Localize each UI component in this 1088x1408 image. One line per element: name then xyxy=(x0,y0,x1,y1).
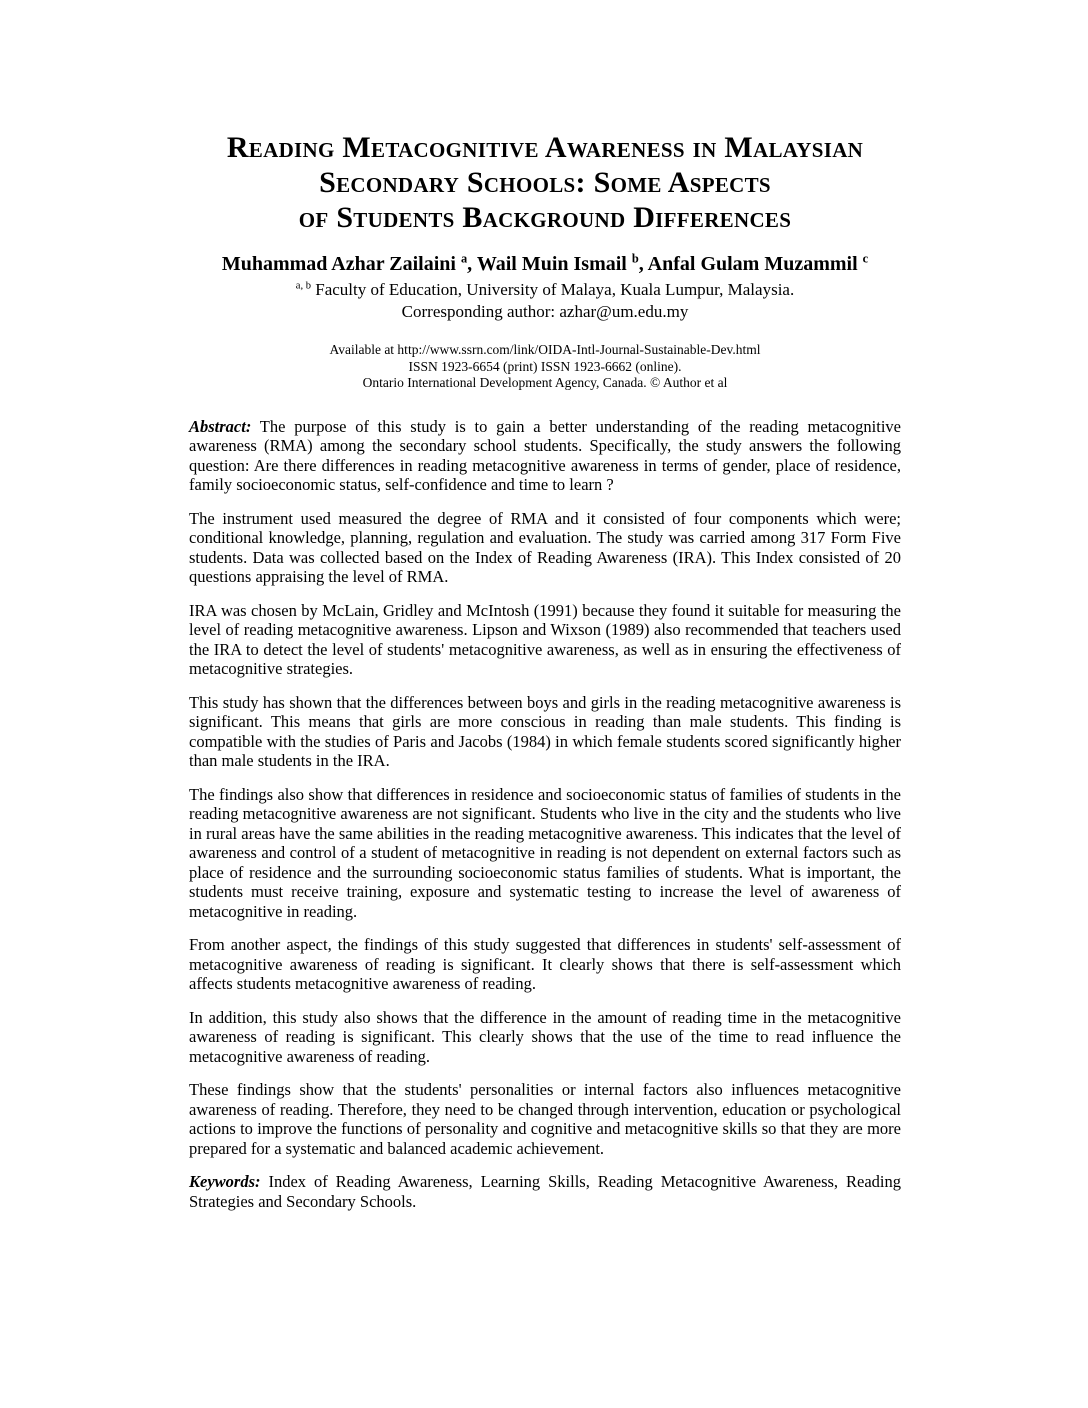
paragraph-text: This study has shown that the differences between boys and girls in the reading metacognitive awareness is significant. This means that girls are more conscious in reading than male students. This finding is compatible with the studies of Paris and Jacobs (1984) in which female students scored significantly higher than male students in the IRA. xyxy=(189,692,901,770)
author-name: Anfal Gulam Muzammil $^c$ xyxy=(647,251,869,275)
affiliation-superscript: a, b xyxy=(295,280,311,292)
title-line-2: Secondary Schools: Some Aspects xyxy=(319,166,771,199)
paragraph-text: From another aspect, the findings of this study suggested that differences in students' self-assessment of metacognitive awareness of reading is significant. It clearly shows that there is self-assessment which affects students metacognitive awareness of reading. xyxy=(189,935,901,993)
paragraph-label: Abstract: xyxy=(189,416,252,436)
paragraph-text: The findings also show that differences in residence and socioeconomic status of families of students in the reading metacognitive awareness are not significant. Students who live in the city and the students who live in rural areas have the same abilities in the reading metacognitive awareness. This indicates that the level of awareness and control of a student of metacognitive in reading is not dependent on external factors such as place of residence and the surrounding socioeconomic status families of students. What is important, the students must receive training, exposure and systematic testing to increase the level of awareness of metacognitive in reading. xyxy=(189,784,901,921)
publication-info xyxy=(189,342,901,392)
authors-line: Muhammad Azhar Zailaini $^a$, Wail Muin Ismail $^b$, Anfal Gulam Muzammil $^c$ xyxy=(221,251,869,275)
paper-title xyxy=(189,130,901,235)
title-line-3: of Students Background Differences xyxy=(298,201,792,234)
publication-availability-line: Available at http://www.ssrn.com/link/OIDA-Intl-Journal-Sustainable-Dev.html xyxy=(329,342,761,357)
paragraph-text: Index of Reading Awareness, Learning Skills, Reading Metacognitive Awareness, Reading Strategies and Secondary Schools. xyxy=(189,1172,901,1211)
paragraph xyxy=(189,1008,901,1067)
paragraph xyxy=(189,509,901,587)
publication-agency-line: Ontario International Development Agency, Canada. © Author et al xyxy=(362,375,728,390)
paragraph xyxy=(189,601,901,679)
corresponding-author-line: Corresponding author: azhar@um.edu.my xyxy=(401,302,689,321)
author-superscript: b xyxy=(631,251,639,266)
paragraph-label: Keywords: xyxy=(189,1172,261,1191)
author-superscript: c xyxy=(862,251,869,266)
paper-content xyxy=(189,130,901,1225)
author-name: Wail Muin Ismail $^b$ xyxy=(476,251,639,275)
affiliation-text: Faculty of Education, University of Malaya, Kuala Lumpur, Malaysia. xyxy=(310,280,795,299)
paragraph xyxy=(189,935,901,994)
paragraph-text: These findings show that the students' personalities or internal factors also influences metacognitive awareness of reading. Therefore, they need to be changed through intervention, education or psychological actions to improve the functions of personality and cognitive and metacognitive skills so that they are more prepared for a systematic and balanced academic achievement. xyxy=(189,1080,901,1158)
publication-issn-line: ISSN 1923-6654 (print) ISSN 1923-6662 (online). xyxy=(408,358,682,374)
abstract-body xyxy=(189,417,901,1212)
title-line-1: Reading Metacognitive Awareness in Malaysian xyxy=(226,131,864,164)
paragraph-text: IRA was chosen by McLain, Gridley and McIntosh (1991) because they found it suitable for measuring the level of reading metacognitive awareness. Lipson and Wixson (1989) also recommended that teachers used the IRA to detect the level of students' metacognitive awareness, as well as in ensuring the effectiveness of metacognitive strategies. xyxy=(189,600,901,678)
affiliation-line xyxy=(189,279,901,301)
author-superscript: a xyxy=(460,251,468,266)
paragraph xyxy=(189,1172,901,1211)
paragraph-text: The purpose of this study is to gain a better understanding of the reading metacognitive awareness (RMA) among the secondary school students. Specifically, the study answers the following question: Are there differences in reading metacognitive awareness in terms of gender, place of residence, family socioeconomic status, self-confidence and time to learn ? xyxy=(189,416,901,494)
paragraph-text: In addition, this study also shows that the difference in the amount of reading time in the metacognitive awareness of reading is significant. This clearly shows that the use of the time to read influence the metacognitive awareness of reading. xyxy=(189,1007,901,1066)
paragraph-text: The instrument used measured the degree of RMA and it consisted of four components which were; conditional knowledge, planning, regulation and evaluation. The study was carried among 317 Form Five students. Data was collected based on the Index of Reading Awareness (IRA). This Index consisted of 20 questions appraising the level of RMA. xyxy=(189,508,901,586)
author-name: Muhammad Azhar Zailaini $^a$ xyxy=(221,251,468,275)
paragraph xyxy=(189,417,901,495)
paragraph xyxy=(189,1080,901,1158)
paragraph xyxy=(189,693,901,771)
paragraph xyxy=(189,785,901,922)
